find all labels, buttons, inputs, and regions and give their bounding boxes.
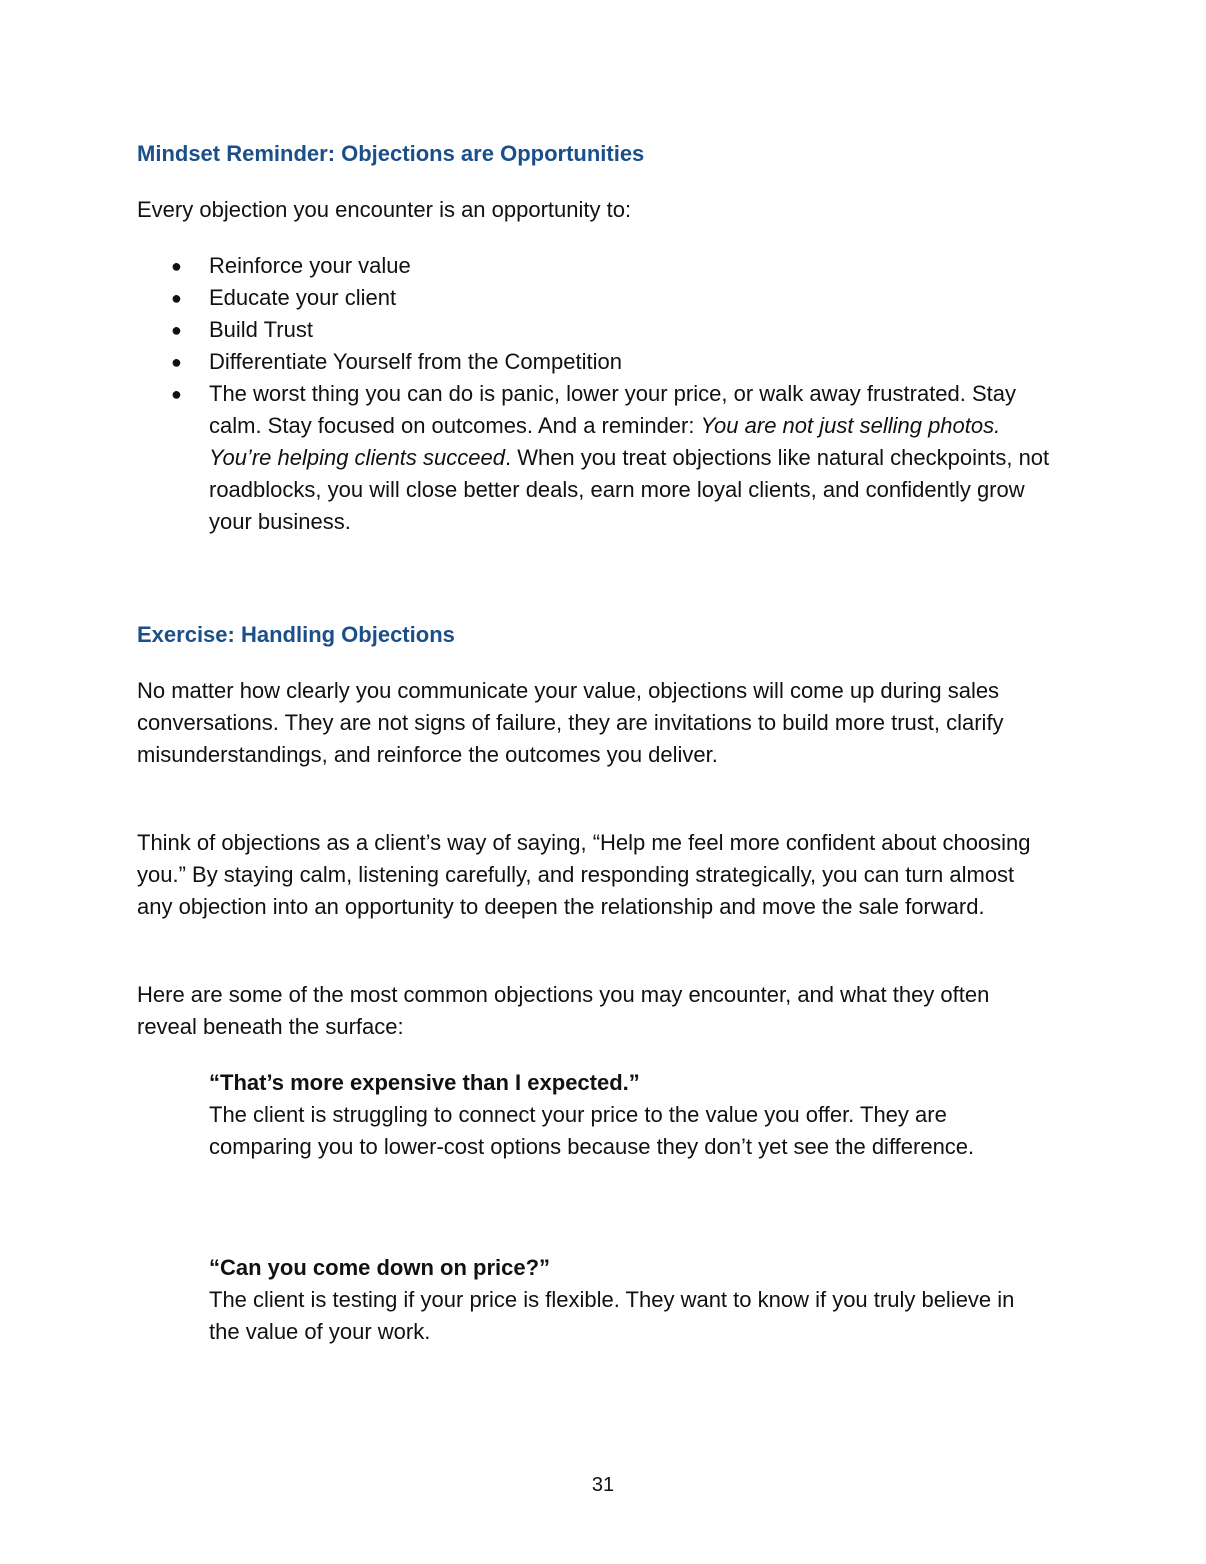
body-paragraph: Think of objections as a client’s way of saying, “Help me feel more confident about choosing you.” By staying calm, listening carefully, and responding strategically, you can turn almost any objection into an opportunity to deepen the relationship and move the sale forward. [137,830,1031,919]
objection-quote: “Can you come down on price?” [209,1255,551,1280]
bullet-text-part1: The worst thing you can do is panic, lower your price, or walk away frustrated. Stay calm. Stay focused on outcomes. And a reminder: [209,381,1017,438]
bullet-item [137,314,1057,346]
objection-quote: “That’s more expensive than I expected.” [209,1070,640,1095]
objection-explanation: The client is struggling to connect your price to the value you offer. They are comparing you to lower-cost options because they don’t yet see the difference. [209,1102,975,1159]
bullet-text: Educate your client [209,285,397,310]
objection-block [209,1067,1049,1163]
body-paragraph: Here are some of the most common objections you may encounter, and what they often reveal beneath the surface: [137,982,990,1039]
bullet-icon: ● [171,320,182,340]
bullet-text: Build Trust [209,317,313,342]
intro-paragraph: Every objection you encounter is an opportunity to: [137,197,632,222]
bullet-icon: ● [171,384,182,404]
bullet-text-part2: . When you treat objections like natural checkpoints, not roadblocks, you will close better deals, earn more loyal clients, and confidently grow your business. [209,445,1050,534]
bullet-icon: ● [171,288,182,308]
bullet-item [137,346,1057,378]
body-paragraph: No matter how clearly you communicate your value, objections will come up during sales conversations. They are not signs of failure, they are invitations to build more trust, clarify misunderstandings, and reinforce the outcomes you deliver. [137,678,1004,767]
objection-explanation: The client is testing if your price is flexible. They want to know if you truly believe in the value of your work. [209,1287,1015,1344]
bullet-item [137,250,1057,282]
bullet-icon: ● [171,256,182,276]
section-heading-mindset: Mindset Reminder: Objections are Opportunities [137,141,645,166]
bullet-item [137,282,1057,314]
bullet-text: Reinforce your value [209,253,411,278]
section-heading-exercise: Exercise: Handling Objections [137,622,455,647]
bullet-item [137,378,1057,538]
objection-block [209,1252,1049,1348]
bullet-icon: ● [171,352,182,372]
page-number: 31 [591,1474,615,1496]
document-page [137,0,1057,1564]
bullet-list [137,250,1057,538]
bullet-text: Differentiate Yourself from the Competition [209,349,622,374]
bullet-text-italic: You are not just selling photos. You’re helping clients succeed [209,413,1001,470]
